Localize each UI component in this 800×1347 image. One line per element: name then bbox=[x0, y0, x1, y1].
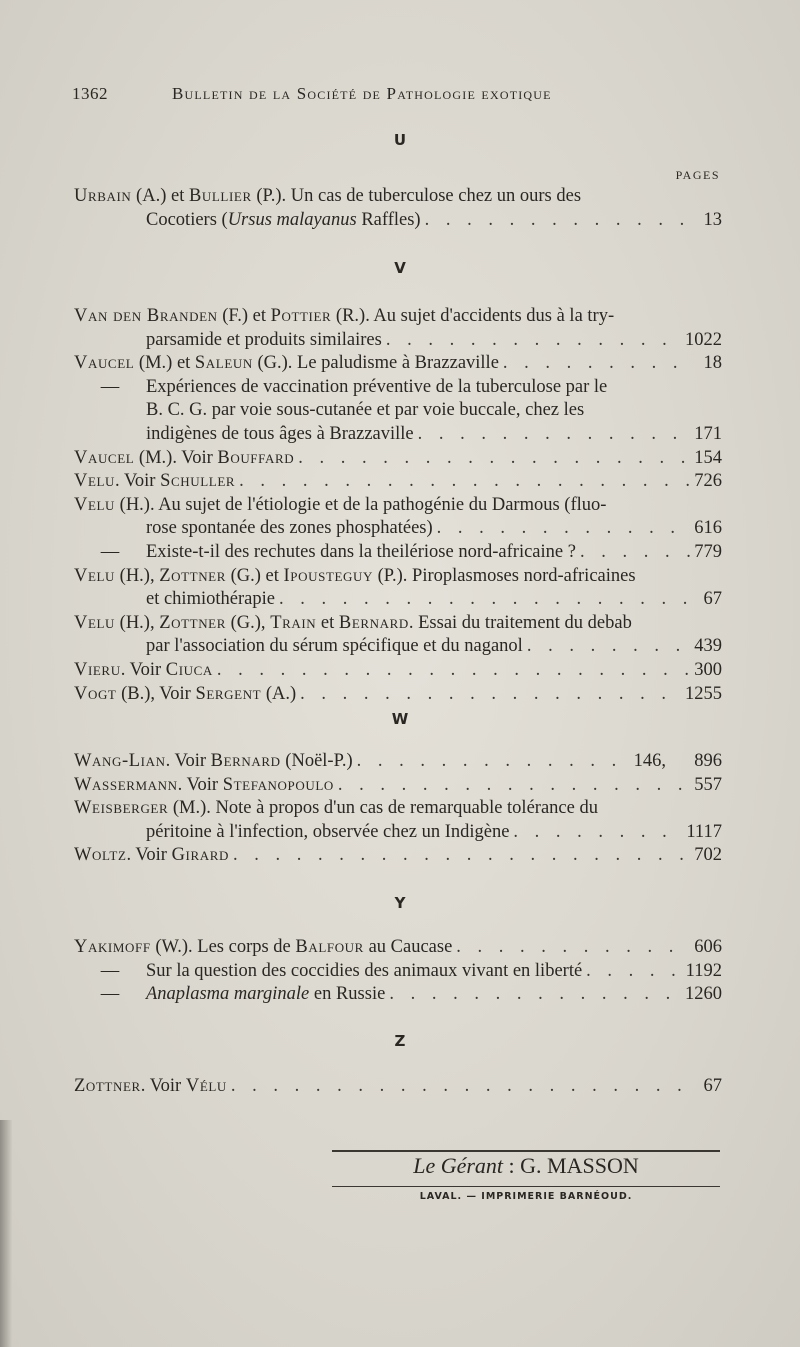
section-v-entries bbox=[74, 305, 722, 706]
page-ref: 439 bbox=[694, 636, 722, 657]
section-letter-y: Y bbox=[394, 894, 406, 912]
page-ref: 154 bbox=[694, 447, 722, 468]
page-edge-shadow bbox=[0, 1120, 12, 1347]
page-ref: 18 bbox=[703, 353, 722, 374]
page-ref: 171 bbox=[694, 423, 722, 444]
printer-imprint: LAVAL. — IMPRIMERIE BARNÉOUD. bbox=[419, 1191, 633, 1202]
footer-rule-top bbox=[332, 1150, 720, 1152]
index-entry: Yakimoff (W.). Les corps de Balfour au Caucase . . . 606 bbox=[74, 936, 722, 960]
index-entry: Velu (H.), Zottner (G.) et Ipousteguy (P.). Piroplasmoses nord-africaines et chimiothérapie . . . 67 bbox=[74, 565, 722, 612]
index-entry: Wassermann. Voir Stefanopoulo . . . 557 bbox=[74, 774, 722, 798]
index-entry: Van den Branden (F.) et Pottier (R.). Au sujet d'accidents dus à la try- parsamide et produits similaires . . . 1022 bbox=[74, 305, 722, 352]
index-entry: Wang-Lian. Voir Bernard (Noël-P.) . . . 146, 896 bbox=[74, 750, 722, 774]
page-ref: 1117 bbox=[686, 821, 722, 842]
page-ref: 779 bbox=[694, 541, 722, 562]
index-entry: Velu. Voir Schuller . . . 726 bbox=[74, 470, 722, 494]
section-y-entries bbox=[74, 936, 722, 1007]
index-entry: Velu (H.), Zottner (G.), Train et Bernard. Essai du traitement du debab par l'association du sérum spécifique et du naganol . . . 439 bbox=[74, 612, 722, 659]
index-entry: — Existe-t-il des rechutes dans la theilériose nord-africaine ? . . . 779 bbox=[74, 541, 722, 565]
section-z-entries bbox=[74, 1075, 722, 1099]
section-letter-u: U bbox=[393, 131, 407, 149]
page-ref: 1260 bbox=[685, 984, 722, 1005]
page-ref: 1192 bbox=[685, 960, 722, 981]
page-ref: 146, bbox=[633, 751, 666, 771]
index-entry: — Sur la question des coccidies des animaux vivant en liberté . . . 1192 bbox=[74, 960, 722, 984]
journal-title: Bulletin de la Société de Pathologie exotique bbox=[172, 84, 552, 103]
page-ref: 67 bbox=[703, 1076, 722, 1096]
author-name: Urbain bbox=[74, 186, 132, 206]
index-entry: Vogt (B.), Voir Sergent (A.) . . . 1255 bbox=[74, 683, 722, 707]
index-entry: Woltz. Voir Girard . . . 702 bbox=[74, 844, 722, 868]
index-entry: Weisberger (M.). Note à propos d'un cas de remarquable tolérance du péritoine à l'infection, observée chez un Indigène . . . 1117 bbox=[74, 797, 722, 844]
index-entry: Vaucel (M.) et Saleun (G.). Le paludisme à Brazzaville . . . 18 bbox=[74, 352, 722, 376]
index-entry: Urbain (A.) et Bullier (P.). Un cas de tuberculose chez un ours des Cocotiers (Ursus malayanus Raffles) . . . 13 bbox=[74, 185, 722, 232]
species-name: Ursus malayanus bbox=[227, 209, 357, 230]
page-ref: 616 bbox=[694, 518, 722, 539]
index-entry: Velu (H.). Au sujet de l'étiologie et de la pathogénie du Darmous (fluo- rose spontanée des zones phosphatées) . . . 616 bbox=[74, 494, 722, 541]
page-ref: 67 bbox=[703, 589, 722, 610]
section-u-entries bbox=[74, 185, 722, 232]
species-name: Anaplasma marginale bbox=[146, 984, 310, 1005]
section-letter-v: V bbox=[394, 259, 406, 277]
page-ref: 1255 bbox=[685, 683, 722, 704]
footer-rule-bottom bbox=[332, 1186, 720, 1187]
page-ref: 606 bbox=[694, 937, 722, 957]
index-entry: — Anaplasma marginale en Russie . . . 1260 bbox=[74, 983, 722, 1007]
section-w-entries bbox=[74, 750, 722, 868]
author-name: Bullier bbox=[188, 186, 252, 206]
index-entry: — Expériences de vaccination préventive de la tuberculose par le B. C. G. par voie sous-cutanée et par voie buccale, chez les indigènes de tous âges à Brazzaville . . . 171 bbox=[74, 376, 722, 447]
page-ref: 557 bbox=[694, 774, 722, 795]
page-ref: 702 bbox=[694, 845, 722, 866]
page-number: 1362 bbox=[72, 84, 108, 103]
leader-dots bbox=[425, 209, 690, 233]
section-letter-w: W bbox=[391, 710, 409, 728]
index-entry: Vieru. Voir Ciuca . . . 300 bbox=[74, 659, 722, 683]
gerant-signature: Le Gérant : G. MASSON bbox=[413, 1153, 639, 1178]
index-entry: Zottner. Voir Vélu . . . 67 bbox=[74, 1075, 722, 1099]
page-ref: 1022 bbox=[685, 329, 722, 350]
page-ref: 726 bbox=[694, 471, 722, 492]
index-entry: Vaucel (M.). Voir Bouffard . . . 154 bbox=[74, 447, 722, 471]
pages-column-label: PAGES bbox=[675, 168, 720, 182]
page-ref: 13 bbox=[703, 209, 722, 230]
page-ref: 896 bbox=[694, 751, 722, 771]
section-letter-z: Z bbox=[394, 1032, 406, 1050]
page-ref: 300 bbox=[694, 659, 722, 680]
